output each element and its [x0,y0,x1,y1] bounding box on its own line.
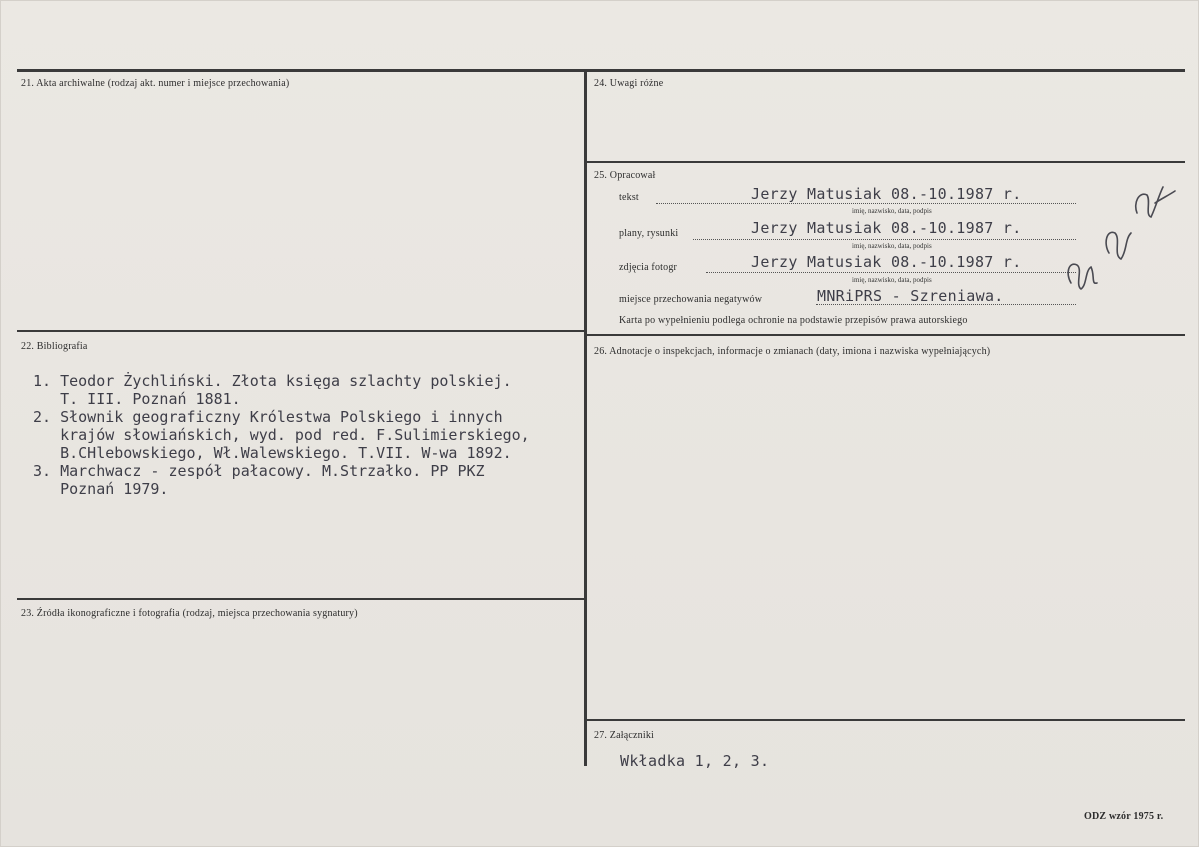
section-22-label: 22. Bibliografia [21,341,88,352]
column-divider [584,69,587,766]
field-label-tekst: tekst [619,192,639,203]
section-24-label: 24. Uwagi różne [594,78,664,89]
rule-25-26 [587,334,1185,336]
handwritten-signature [1051,173,1191,303]
rule-22-23 [17,598,585,600]
section-23-label: 23. Źródła ikonograficzne i fotografia (rodzaj, miejsca przechowania sygnatury) [21,608,358,619]
bibliography-line: krajów słowiańskich, wyd. pod red. F.Sulimierskiego, [33,426,530,444]
bibliography-line: 2. Słownik geograficzny Królestwa Polskiego i innych [33,408,503,426]
rule-24-25 [587,161,1185,163]
section-26-label: 26. Adnotacje o inspekcjach, informacje o zmianach (daty, imiona i nazwiska wypełniających) [594,346,991,357]
field-value-tekst: Jerzy Matusiak 08.-10.1987 r. [751,185,1022,203]
bibliography-line: 1. Teodor Żychliński. Złota księga szlachty polskiej. [33,372,512,390]
field-value-plany: Jerzy Matusiak 08.-10.1987 r. [751,219,1022,237]
section-25-label: 25. Opracował [594,170,656,181]
field-label-negatywy: miejsce przechowania negatywów [619,294,763,305]
bibliography-line: Poznań 1979. [33,480,169,498]
field-caption-tekst: imię, nazwisko, data, podpis [852,207,932,215]
field-line-zdjecia [706,272,1076,273]
bibliography-line: 3. Marchwacz - zespół pałacowy. M.Strzałko. PP PKZ [33,462,485,480]
rule-21-22 [17,330,585,332]
section-21-label: 21. Akta archiwalne (rodzaj akt. numer i miejsce przechowania) [21,78,290,89]
attachments-value: Wkładka 1, 2, 3. [620,752,770,770]
bibliography-line: B.CHlebowskiego, Wł.Walewskiego. T.VII. W-wa 1892. [33,444,512,462]
field-value-zdjecia: Jerzy Matusiak 08.-10.1987 r. [751,253,1022,271]
rule-26-27 [587,719,1185,721]
bibliography-list [33,372,530,498]
section-27-label: 27. Załączniki [594,730,654,741]
copyright-note: Karta po wypełnieniu podlega ochronie na podstawie przepisów prawa autorskiego [619,315,968,326]
field-caption-plany: imię, nazwisko, data, podpis [852,242,932,250]
field-line-tekst [656,203,1076,204]
form-identifier: ODZ wzór 1975 r. [1084,811,1164,822]
field-caption-zdjecia: imię, nazwisko, data, podpis [852,276,932,284]
bibliography-line: T. III. Poznań 1881. [33,390,241,408]
field-label-zdjecia: zdjęcia fotogr [619,262,678,273]
field-value-negatywy: MNRiPRS - Szreniawa. [817,287,1004,305]
field-label-plany: plany, rysunki [619,228,679,239]
top-rule [17,69,1185,72]
field-line-plany [693,239,1076,240]
